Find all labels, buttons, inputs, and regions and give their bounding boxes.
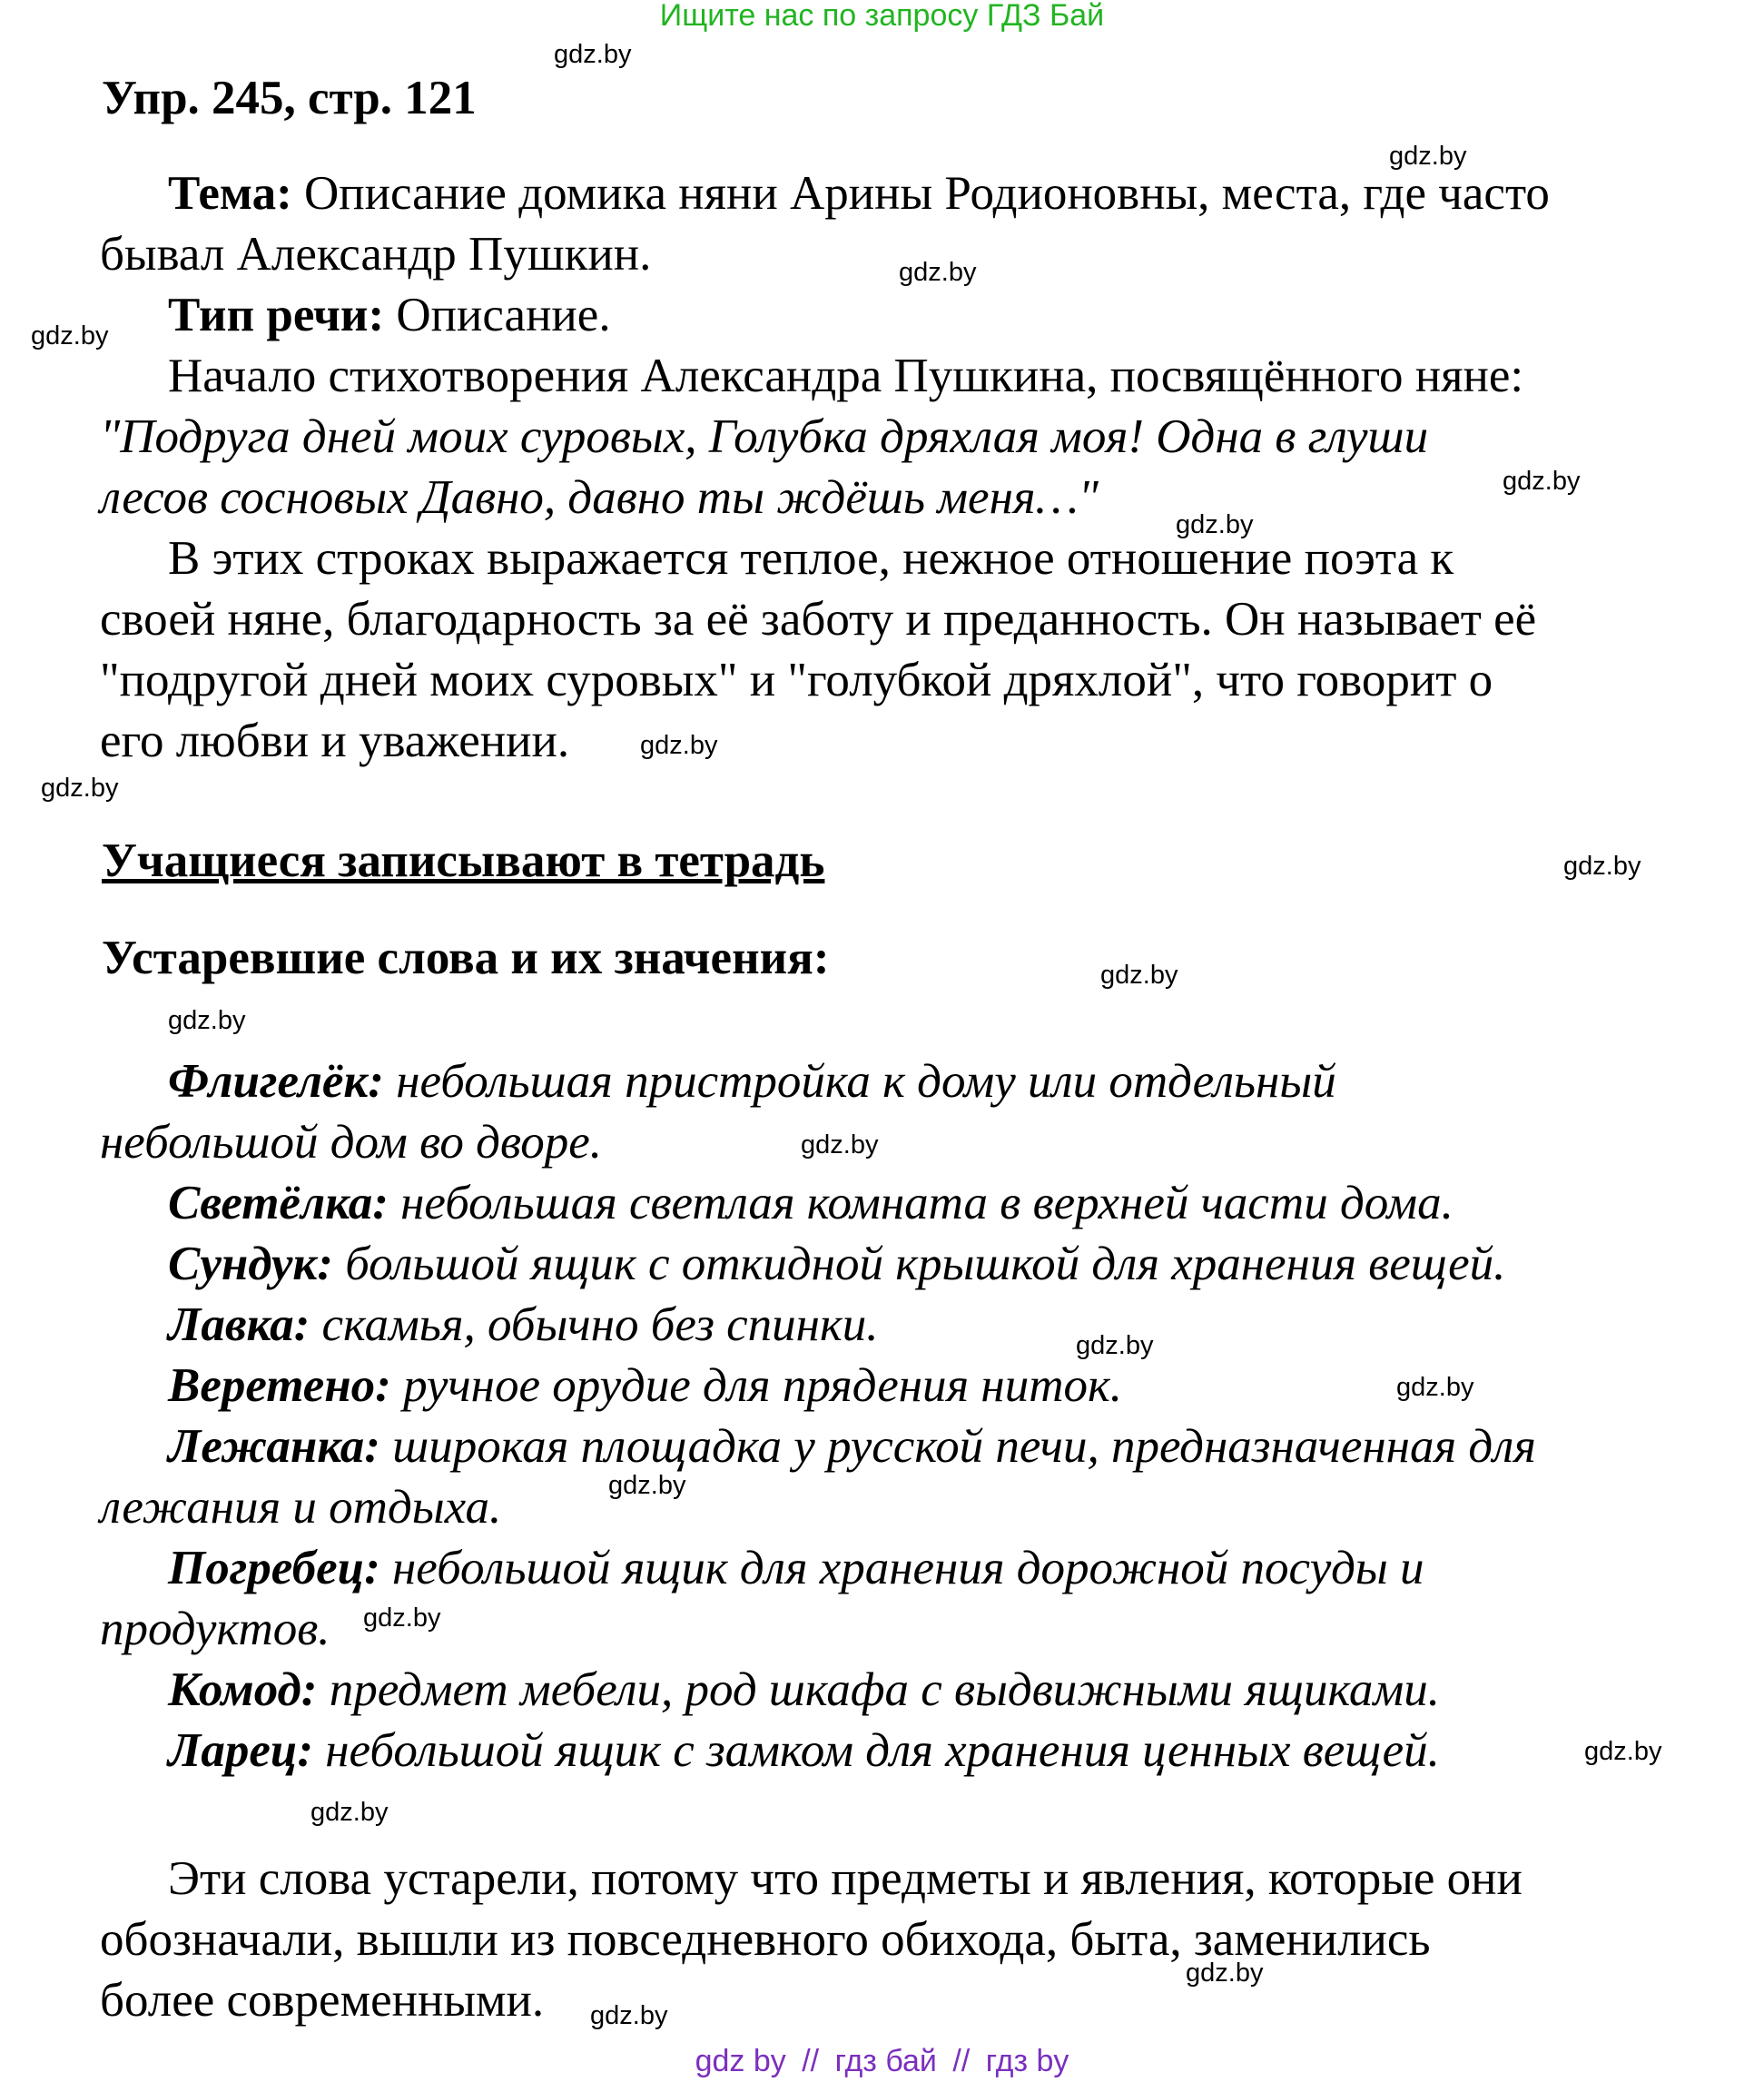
notebook-heading: Учащиеся записывают в тетрадь xyxy=(102,834,825,887)
def-lezhanka-2: лежания и отдыха. xyxy=(100,1481,502,1534)
watermark: gdz.by xyxy=(310,1798,389,1827)
conclusion-line-2: обозначали, вышли из повседневного обихода, быта, заменились xyxy=(100,1913,1431,1966)
watermark: gdz.by xyxy=(1584,1737,1662,1766)
watermark: gdz.by xyxy=(640,731,718,760)
watermark: gdz.by xyxy=(41,774,119,803)
conclusion-line-3: более современными. xyxy=(100,1974,545,2027)
analysis-line-2: своей няне, благодарность за её заботу и преданность. Он называет её xyxy=(100,593,1537,646)
watermark: gdz.by xyxy=(801,1130,879,1159)
conclusion-paragraph xyxy=(100,1849,1523,2031)
def-komod: предмет мебели, род шкафа с выдвижными ящиками. xyxy=(329,1663,1440,1716)
theme-text-2: бывал Александр Пушкин. xyxy=(100,228,652,281)
watermark: gdz.by xyxy=(1176,510,1254,539)
analysis-line-1: В этих строках выражается теплое, нежное отношение поэта к xyxy=(168,532,1454,585)
def-fligelek: небольшая пристройка к дому или отдельный xyxy=(396,1055,1336,1108)
glossary xyxy=(100,1051,1536,1781)
watermark: gdz.by xyxy=(1396,1373,1474,1402)
watermark: gdz.by xyxy=(608,1471,686,1500)
footer-separator: // xyxy=(952,2044,971,2078)
intro-paragraph xyxy=(100,346,1523,407)
term-fligelek: Флигелёк: xyxy=(168,1055,384,1108)
watermark: gdz.by xyxy=(1186,1959,1264,1988)
footer-links xyxy=(0,2044,1764,2079)
watermark: gdz.by xyxy=(1503,467,1581,496)
term-vereteno: Веретено: xyxy=(168,1359,391,1412)
intro-text: Начало стихотворения Александра Пушкина, посвящённого няне: xyxy=(168,350,1524,402)
speech-type-text: Описание. xyxy=(396,289,611,341)
exercise-title: Упр. 245, стр. 121 xyxy=(102,72,477,124)
term-pogrebets: Погребец: xyxy=(168,1542,380,1594)
watermark: gdz.by xyxy=(554,40,632,69)
watermark: gdz.by xyxy=(31,321,109,350)
def-larets: небольшой ящик с замком для хранения ценных вещей. xyxy=(325,1724,1440,1777)
term-lezhanka: Лежанка: xyxy=(168,1420,380,1473)
def-pogrebets: небольшой ящик для хранения дорожной посуды и xyxy=(391,1542,1424,1594)
poem-line-2: лесов сосновых Давно, давно ты ждёшь меня…" xyxy=(100,471,1099,524)
analysis-line-4: его любви и уважении. xyxy=(100,715,570,767)
watermark: gdz.by xyxy=(363,1603,441,1633)
footer-separator: // xyxy=(802,2044,820,2078)
watermark: gdz.by xyxy=(590,2001,668,2030)
theme-text: Описание домика няни Арины Родионовны, места, где часто xyxy=(304,167,1550,220)
watermark: gdz.by xyxy=(1100,961,1178,990)
top-banner[interactable]: Ищите нас по запросу ГДЗ Бай xyxy=(659,0,1105,33)
def-lezhanka: широкая площадка у русской печи, предназначенная для xyxy=(392,1420,1536,1473)
speech-type xyxy=(100,285,611,346)
term-svetelka: Светёлка: xyxy=(168,1177,389,1229)
def-lavka: скамья, обычно без спинки. xyxy=(321,1298,879,1351)
conclusion-line-1: Эти слова устарели, потому что предметы и явления, которые они xyxy=(168,1852,1523,1905)
term-larets: Ларец: xyxy=(168,1724,314,1777)
def-fligelek-2: небольшой дом во дворе. xyxy=(100,1116,603,1169)
theme-paragraph xyxy=(100,163,1550,285)
def-vereteno: ручное орудие для прядения ниток. xyxy=(403,1359,1123,1412)
term-komod: Комод: xyxy=(168,1663,318,1716)
watermark: gdz.by xyxy=(1563,852,1641,881)
watermark: gdz.by xyxy=(1076,1331,1154,1360)
def-sunduk: большой ящик с откидной крышкой для хранения вещей. xyxy=(345,1238,1506,1290)
watermark: gdz.by xyxy=(168,1006,246,1035)
analysis-paragraph xyxy=(100,528,1536,772)
theme-label: Тема: xyxy=(168,167,292,220)
analysis-line-3: "подругой дней моих суровых" и "голубкой дряхлой", что говорит о xyxy=(100,654,1493,706)
footer-link-gdz-bai[interactable]: гдз бай xyxy=(834,2044,937,2078)
def-svetelka: небольшая светлая комната в верхней части дома. xyxy=(400,1177,1454,1229)
def-pogrebets-2: продуктов. xyxy=(100,1603,330,1655)
watermark: gdz.by xyxy=(899,258,977,287)
term-sunduk: Сундук: xyxy=(168,1238,333,1290)
term-lavka: Лавка: xyxy=(168,1298,310,1351)
speech-type-label: Тип речи: xyxy=(168,289,385,341)
footer-link-gdz-by-ru[interactable]: гдз by xyxy=(985,2044,1069,2078)
footer-link-gdz-by[interactable]: gdz by xyxy=(695,2044,786,2078)
words-heading: Устаревшие слова и их значения: xyxy=(102,932,830,984)
watermark: gdz.by xyxy=(1389,142,1467,171)
poem-line-1: "Подруга дней моих суровых, Голубка дряхлая моя! Одна в глуши xyxy=(100,410,1429,463)
